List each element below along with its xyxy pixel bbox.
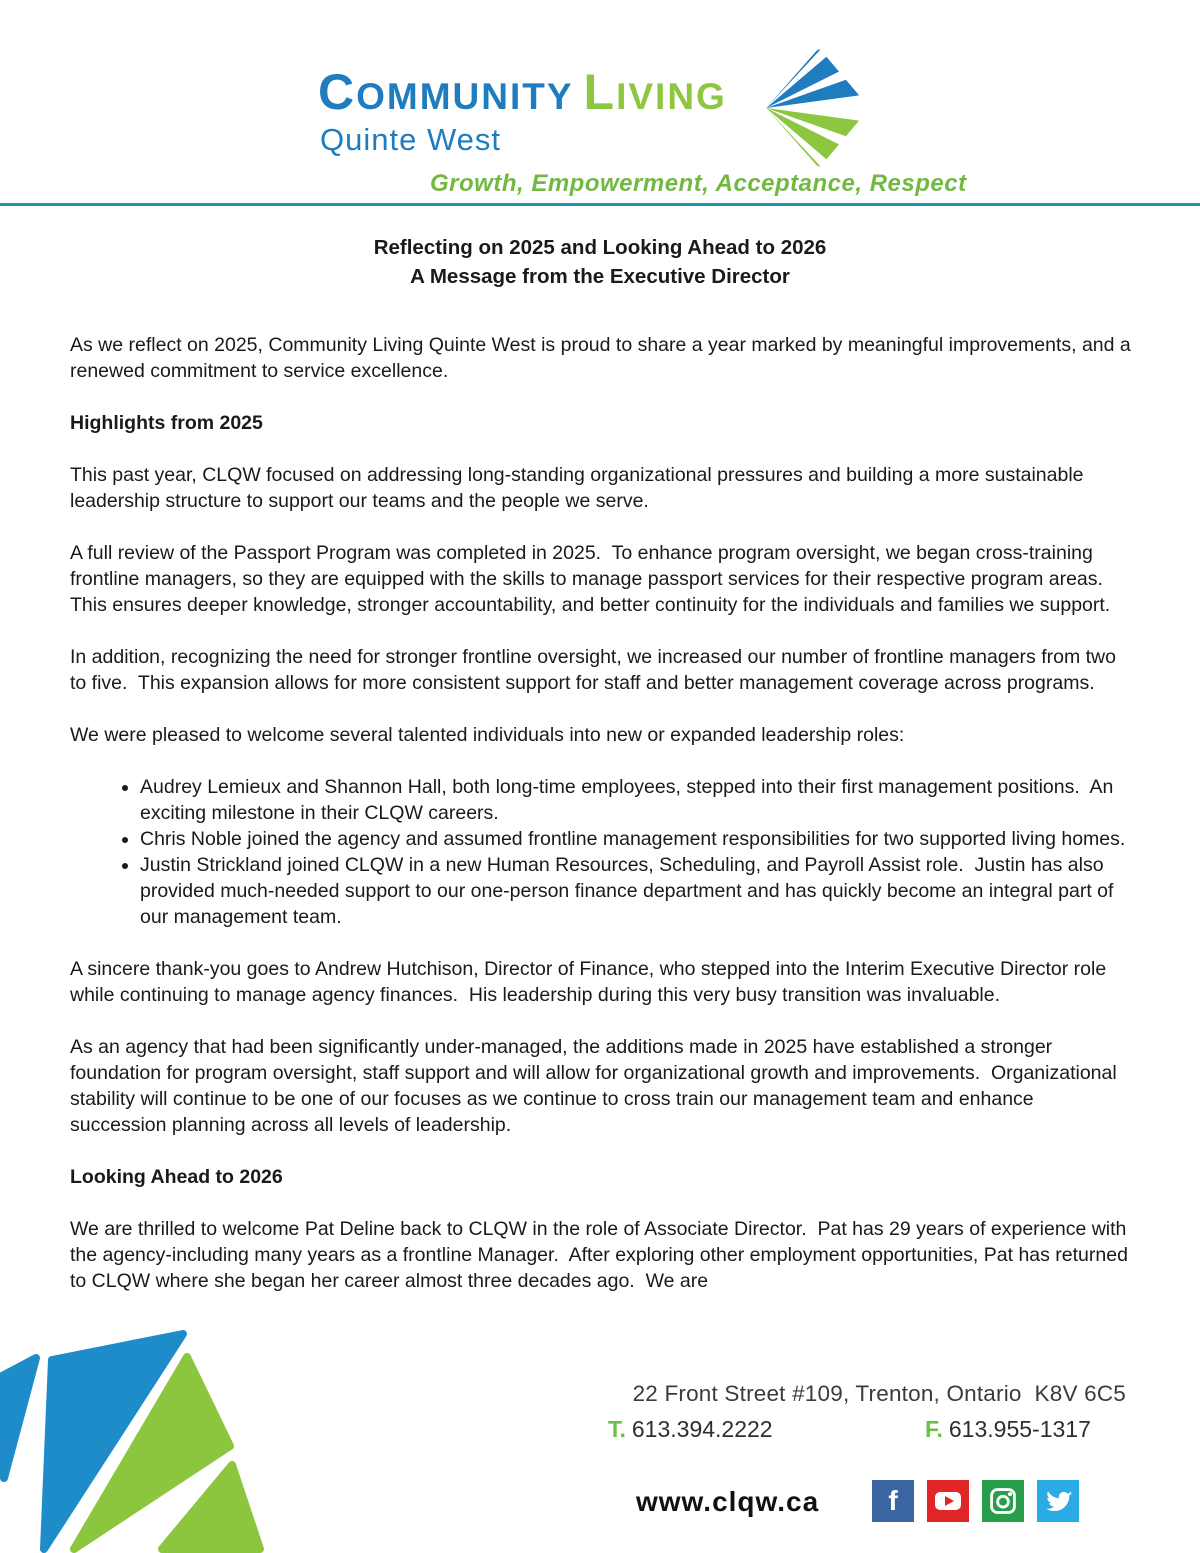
footer-fax [925, 1416, 1091, 1443]
fax-number: 613.955-1317 [948, 1416, 1091, 1442]
phone-label: T. [608, 1416, 626, 1442]
logo-diamond-icon [766, 46, 872, 170]
logo-word-community: COMMUNITY [318, 64, 574, 120]
logo-subname: Quinte West [320, 122, 502, 157]
instagram-icon [982, 1480, 1024, 1522]
bullet-item: • Audrey Lemieux and Shannon Hall, both long-time employees, stepped into their first management positions. An exciting milestone in their CLQW careers. [140, 774, 1134, 826]
brand-tagline: Growth, Empowerment, Acceptance, Respect [430, 170, 967, 197]
paragraph-pat-deline: We are thrilled to welcome Pat Deline back to CLQW in the role of Associate Director. Pat has 29 years of experience with the agency-including many years as a frontline Manager. After exploring other employment opportunities, Pat has returned to CLQW where she began her career almost three decades ago. We are [70, 1218, 1134, 1292]
paragraph-foundation: As an agency that had been significantly under-managed, the additions made in 2025 have established a stronger foundation for program oversight, staff support and will allow for organizational growth and improvements. Organizational stability will continue to be one of our focuses as we continue to cross train our management team and enhance succession planning across all levels of leadership. [70, 1036, 1123, 1136]
letter-title-line2: A Message from the Executive Director [410, 265, 790, 288]
paragraph-managers: In addition, recognizing the need for stronger frontline oversight, we increased our number of frontline managers from two to five. This expansion allows for more consistent support for staff and better management coverage across programs. [70, 646, 1122, 694]
paragraph-welcome: We were pleased to welcome several talented individuals into new or expanded leadership roles: [70, 724, 905, 746]
paragraph-thankyou: A sincere thank-you goes to Andrew Hutchison, Director of Finance, who stepped into the Interim Executive Director role while continuing to manage agency finances. His leadership during this very busy transition was invaluable. [70, 958, 1112, 1006]
phone-number: 613.394.2222 [631, 1416, 773, 1442]
youtube-icon [927, 1480, 969, 1522]
paragraph-intro: As we reflect on 2025, Community Living Quinte West is proud to share a year marked by meaningful improvements, and a renewed commitment to service excellence. [70, 334, 1137, 382]
bullet-item: • Chris Noble joined the agency and assumed frontline management responsibilities for two supported living homes. [140, 826, 1134, 852]
footer-website: www.clqw.ca [636, 1486, 820, 1517]
bullet-list [70, 774, 1134, 930]
letter-body [70, 332, 1137, 1320]
social-icons-row [872, 1480, 1079, 1522]
footer-phone [608, 1416, 773, 1443]
header-divider-rule [0, 203, 1200, 206]
twitter-icon [1037, 1480, 1079, 1522]
fax-label: F. [925, 1416, 943, 1442]
facebook-icon: f [872, 1480, 914, 1522]
section-heading-highlights: Highlights from 2025 [70, 412, 263, 434]
logo-word-living: LIVING [583, 64, 727, 120]
paragraph-passport: A full review of the Passport Program was completed in 2025. To enhance program oversight, we began cross-training frontline managers, so they are equipped with the skills to manage passport services for their respective program areas. This ensures deeper knowledge, stronger accountability, and better continuity for the individuals and families we support. [70, 542, 1114, 616]
footer-address: 22 Front Street #109, Trenton, Ontario K8V 6C5 [632, 1381, 1126, 1406]
logo-wordmark [318, 64, 727, 125]
letter-title-line1: Reflecting on 2025 and Looking Ahead to 2026 [373, 236, 827, 259]
letter-title [0, 233, 1200, 291]
section-heading-ahead: Looking Ahead to 2026 [70, 1166, 283, 1188]
corner-triangles-decoration [0, 1328, 270, 1553]
bullet-item: • Justin Strickland joined CLQW in a new Human Resources, Scheduling, and Payroll Assist role. Justin has also provided much-needed support to our one-person finance department and has quickly become an integral part of our management team. [140, 852, 1134, 930]
paragraph-past-year: This past year, CLQW focused on addressing long-standing organizational pressures and building a more sustainable leadership structure to support our teams and the people we serve. [70, 464, 1089, 512]
